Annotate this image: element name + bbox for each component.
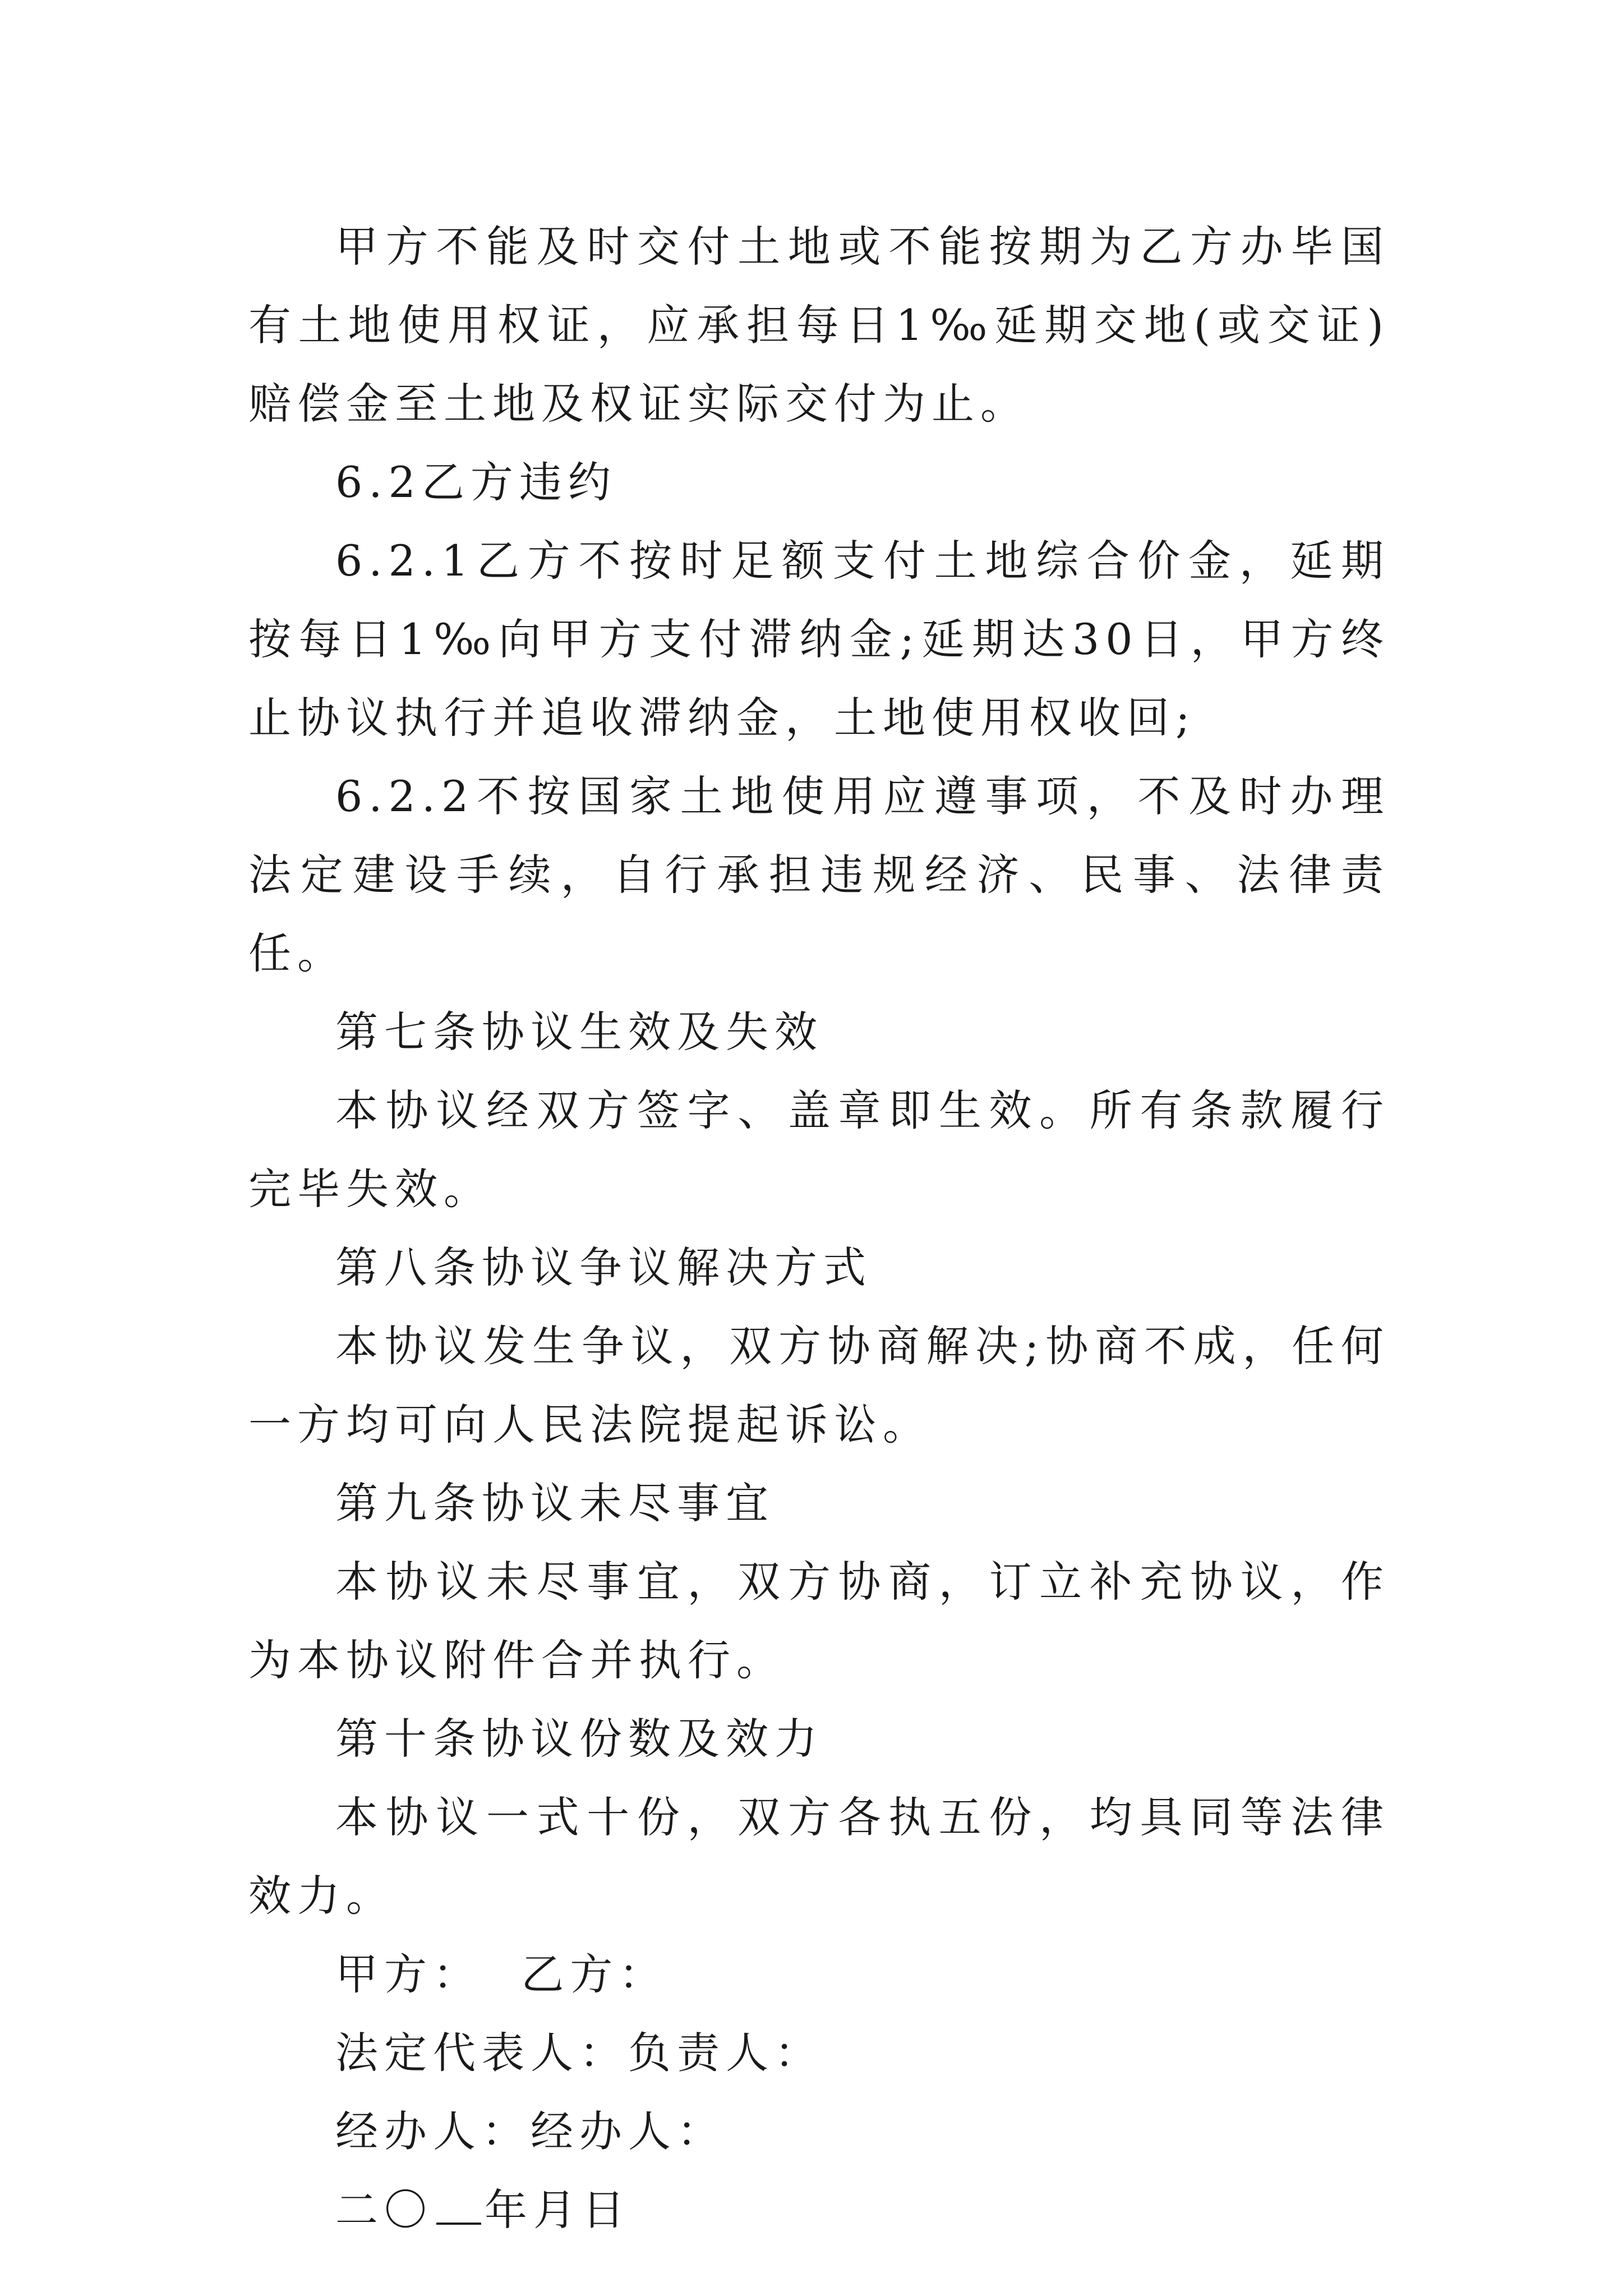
paragraph-6-2-2: 6.2.2不按国家土地使用应遵事项，不及时办理法定建设手续，自行承担违规经济、民事、法律责任。 — [248, 771, 1390, 978]
signature-representatives: 法定代表人：负责人： — [335, 2028, 823, 2078]
date-suffix: 年月日 — [485, 2185, 631, 2235]
paragraph-article-8: 本协议发生争议，双方协商解决;协商不成，任何一方均可向人民法院提起诉讼。 — [248, 1321, 1390, 1450]
heading-article-9: 第九条协议未尽事宜 — [335, 1478, 774, 1528]
date-prefix: 二〇 — [335, 2185, 433, 2235]
document-body — [248, 208, 1390, 2249]
signature-date — [248, 2171, 1390, 2249]
year-blank — [436, 2189, 481, 2225]
signature-handlers: 经办人：经办人： — [335, 2106, 726, 2156]
heading-article-8: 第八条协议争议解决方式 — [335, 1243, 872, 1292]
heading-6-2: 6.2乙方违约 — [335, 457, 617, 507]
paragraph-article-7: 本协议经双方签字、盖章即生效。所有条款履行完毕失效。 — [248, 1085, 1390, 1214]
heading-article-10: 第十条协议份数及效力 — [335, 1714, 823, 1764]
heading-article-7: 第七条协议生效及失效 — [335, 1007, 823, 1057]
paragraph-article-9: 本协议未尽事宜，双方协商，订立补充协议，作为本协议附件合并执行。 — [248, 1557, 1390, 1685]
paragraph-party-a-breach: 甲方不能及时交付土地或不能按期为乙方办毕国有土地使用权证，应承担每日1‰延期交地(或交证)赔偿金至土地及权证实际交付为止。 — [248, 222, 1390, 429]
signature-parties: 甲方： 乙方： — [335, 1949, 668, 1999]
paragraph-article-10: 本协议一式十份，双方各执五份，均具同等法律效力。 — [248, 1792, 1390, 1921]
paragraph-6-2-1: 6.2.1乙方不按时足额支付土地综合价金，延期按每日1‰向甲方支付滞纳金;延期达30日，甲方终止协议执行并追收滞纳金，土地使用权收回; — [248, 536, 1390, 743]
